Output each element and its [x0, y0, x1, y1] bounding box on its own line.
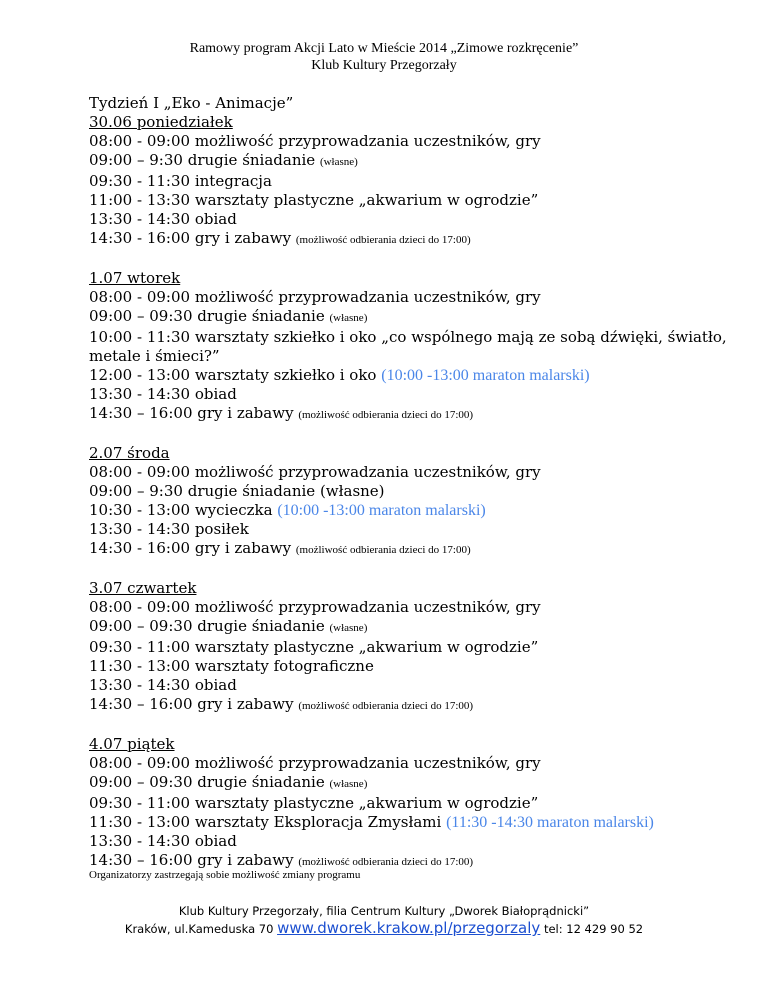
schedule-item — [89, 172, 729, 191]
schedule-item — [89, 813, 729, 832]
schedule-item — [89, 404, 729, 425]
schedule-item-text: 09:00 – 09:30 drugie śniadanie — [89, 307, 330, 325]
header-club-name: Klub Kultury Przegorzały — [311, 58, 457, 73]
schedule-item — [89, 307, 729, 328]
schedule-item — [89, 229, 729, 250]
schedule-item-text: 11:00 - 13:30 warsztaty plastyczne „akwarium w ogrodzie” — [89, 191, 539, 209]
schedule-item-text: 13:30 - 14:30 obiad — [89, 385, 237, 403]
day-block — [89, 269, 729, 425]
schedule-item-text: 08:00 - 09:00 możliwość przyprowadzania uczestników, gry — [89, 463, 541, 481]
schedule-item-note: (możliwość odbierania dzieci do 17:00) — [298, 856, 474, 868]
schedule-item — [89, 657, 729, 676]
schedule-item — [89, 539, 729, 560]
schedule-item-text: 12:00 - 13:00 warsztaty szkiełko i oko — [89, 366, 382, 384]
day-block — [89, 579, 729, 716]
schedule-item — [89, 482, 729, 501]
day-block — [89, 444, 729, 560]
schedule-item — [89, 366, 729, 385]
day-title: 2.07 środa — [89, 444, 170, 462]
marathon-note: (10:00 -13:00 maraton malarski) — [381, 367, 590, 384]
website-link[interactable]: www.dworek.krakow.pl/przegorzaly — [277, 919, 541, 937]
schedule-content — [89, 94, 729, 891]
schedule-item — [89, 385, 729, 404]
document-header — [0, 40, 768, 74]
schedule-item — [89, 617, 729, 638]
day-title: 1.07 wtorek — [89, 269, 181, 287]
schedule-item-text: 09:30 - 11:30 integracja — [89, 172, 272, 190]
footer-address: Kraków, ul.Kameduska 70 — [124, 922, 278, 936]
schedule-item — [89, 638, 729, 657]
schedule-item — [89, 676, 729, 695]
schedule-item-note: (własne) — [329, 622, 368, 634]
schedule-item — [89, 288, 729, 307]
schedule-item-text: 09:00 – 9:30 drugie śniadanie — [89, 151, 320, 169]
schedule-item-text: 08:00 - 09:00 możliwość przyprowadzania uczestników, gry — [89, 132, 541, 150]
schedule-item-text: 14:30 – 16:00 gry i zabawy — [89, 404, 299, 422]
schedule-item-text: 08:00 - 09:00 możliwość przyprowadzania uczestników, gry — [89, 288, 541, 306]
schedule-item — [89, 832, 729, 851]
day-title: 30.06 poniedziałek — [89, 113, 233, 131]
day-title: 4.07 piątek — [89, 735, 175, 753]
schedule-item — [89, 598, 729, 617]
schedule-item — [89, 695, 729, 716]
footer-phone: tel: 12 429 90 52 — [540, 922, 644, 936]
day-block — [89, 735, 729, 872]
schedule-item-text: 09:00 – 9:30 drugie śniadanie (własne) — [89, 482, 385, 500]
schedule-item — [89, 463, 729, 482]
schedule-item — [89, 773, 729, 794]
schedule-item-text: 13:30 - 14:30 obiad — [89, 676, 237, 694]
schedule-item-text: 09:30 - 11:00 warsztaty plastyczne „akwarium w ogrodzie” — [89, 638, 539, 656]
schedule-item-text: 09:00 – 09:30 drugie śniadanie — [89, 773, 330, 791]
schedule-item-text: 14:30 - 16:00 gry i zabawy — [89, 539, 296, 557]
schedule-item — [89, 210, 729, 229]
schedule-item-text: 13:30 - 14:30 posiłek — [89, 520, 249, 538]
schedule-item-text: 14:30 – 16:00 gry i zabawy — [89, 851, 299, 869]
footer-organization: Klub Kultury Przegorzały, filia Centrum Kultury „Dworek Białoprądnicki” — [178, 904, 590, 918]
schedule-item-text: 14:30 – 16:00 gry i zabawy — [89, 695, 299, 713]
schedule-item-note: (własne) — [329, 778, 368, 790]
schedule-item — [89, 501, 729, 520]
schedule-item-text: 10:30 - 13:00 wycieczka — [89, 501, 278, 519]
schedule-item-text: 13:30 - 14:30 obiad — [89, 210, 237, 228]
schedule-item-text: 08:00 - 09:00 możliwość przyprowadzania uczestników, gry — [89, 754, 541, 772]
schedule-item — [89, 794, 729, 813]
schedule-item-note: (własne) — [329, 312, 368, 324]
schedule-item-text: 11:30 - 13:00 warsztaty fotograficzne — [89, 657, 374, 675]
schedule-item-text: 08:00 - 09:00 możliwość przyprowadzania uczestników, gry — [89, 598, 541, 616]
schedule-item-note: (możliwość odbierania dzieci do 17:00) — [298, 700, 474, 712]
schedule-item-note: (możliwość odbierania dzieci do 17:00) — [298, 409, 474, 421]
schedule-item — [89, 520, 729, 539]
schedule-item-text: 14:30 - 16:00 gry i zabawy — [89, 229, 296, 247]
schedule-item-text: 09:30 - 11:00 warsztaty plastyczne „akwarium w ogrodzie” — [89, 794, 539, 812]
schedule-item — [89, 328, 729, 366]
schedule-item-note: (własne) — [319, 156, 358, 168]
schedule-item — [89, 132, 729, 151]
schedule-item-text: 11:30 - 13:00 warsztaty Eksploracja Zmysłami — [89, 813, 447, 831]
schedule-item-text: 10:00 - 11:30 warsztaty szkiełko i oko „co wspólnego mają ze sobą dźwięki, światło, metale i śmieci?” — [89, 328, 727, 365]
footer-contact — [0, 919, 768, 937]
closing-note: Organizatorzy zastrzegają sobie możliwość zmiany programu — [89, 869, 361, 881]
day-block — [89, 113, 729, 250]
marathon-note: (10:00 -13:00 maraton malarski) — [277, 502, 486, 519]
schedule-item — [89, 191, 729, 210]
schedule-item-text: 13:30 - 14:30 obiad — [89, 832, 237, 850]
schedule-item-text: 09:00 – 09:30 drugie śniadanie — [89, 617, 330, 635]
schedule-item — [89, 151, 729, 172]
header-program-title: Ramowy program Akcji Lato w Mieście 2014 „Zimowe rozkręcenie” — [189, 41, 579, 56]
schedule-item — [89, 754, 729, 773]
schedule-item-note: (możliwość odbierania dzieci do 17:00) — [295, 544, 471, 556]
week-title: Tydzień I „Eko - Animacje” — [89, 94, 294, 112]
day-title: 3.07 czwartek — [89, 579, 197, 597]
schedule-item-note: (możliwość odbierania dzieci do 17:00) — [295, 234, 471, 246]
days-list — [89, 113, 729, 872]
marathon-note: (11:30 -14:30 maraton malarski) — [446, 814, 654, 831]
